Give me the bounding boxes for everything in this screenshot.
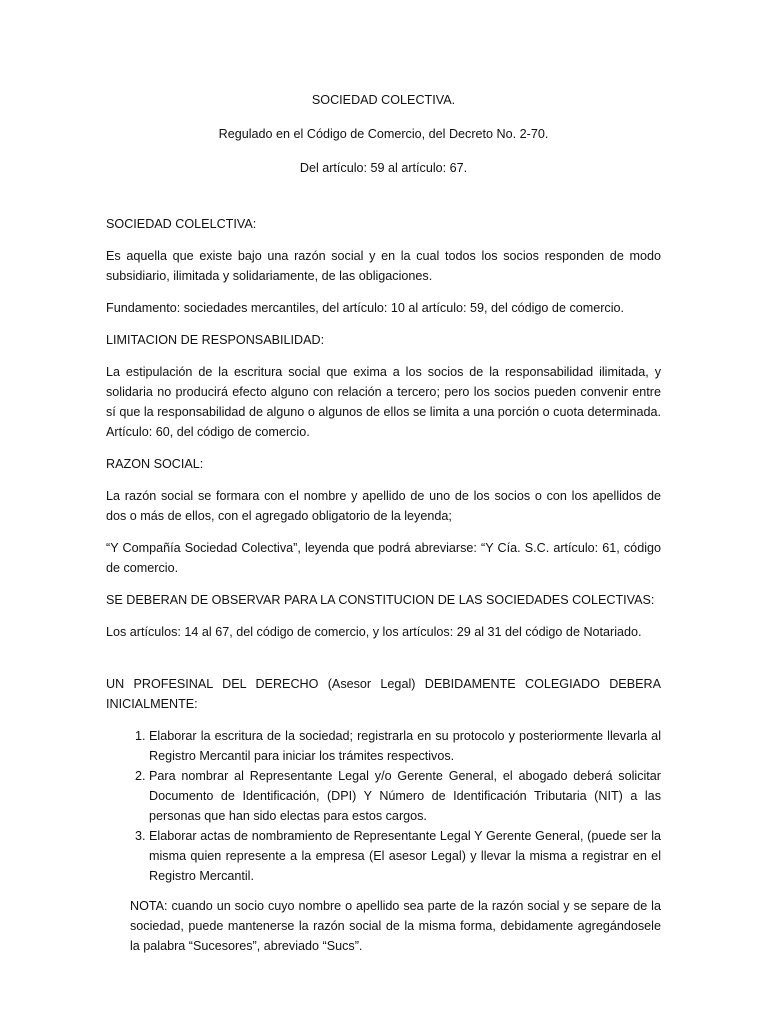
limitacion-paragraph: La estipulación de la escritura social que exima a los socios de la responsabilidad ilimitada, y solidaria no producirá efecto alguno con relación a tercero; pero los socios pueden convenir entre sí que la responsabilidad de alguno o algunos de ellos se limita a una porción o cuota determinada. Artículo: 60, del código de comercio. xyxy=(106,365,661,439)
profesional-heading: UN PROFESINAL DEL DERECHO (Asesor Legal) DEBIDAMENTE COLEGIADO DEBERA INICIALMENTE: xyxy=(106,677,661,711)
step-item: 2. Para nombrar al Representante Legal y/o Gerente General, el abogado deberá solicitar Documento de Identificación, (DPI) Y Número de Identificación Tributaria (NIT) a las personas que han sido electas para estos cargos. xyxy=(149,766,661,826)
razon-social-heading: RAZON SOCIAL: xyxy=(106,457,204,471)
definition-paragraph: Es aquella que existe bajo una razón social y en la cual todos los socios responden de modo subsidiario, ilimitada y solidariamente, de las obligaciones. xyxy=(106,249,661,283)
razon-social-paragraph: La razón social se formara con el nombre y apellido de uno de los socios o con los apellidos de dos o más de ellos, con el agregado obligatorio de la leyenda; xyxy=(106,489,661,523)
articles-range: Del artículo: 59 al artículo: 67. xyxy=(299,161,468,175)
leyenda-paragraph: “Y Compañía Sociedad Colectiva”, leyenda que podrá abreviarse: “Y Cía. S.C. artículo: 61, código de comercio. xyxy=(106,541,661,575)
document-title: SOCIEDAD COLECTIVA. xyxy=(311,93,456,107)
definition-heading: SOCIEDAD COLELCTIVA: xyxy=(106,217,257,231)
document-body xyxy=(106,90,661,956)
observar-heading: SE DEBERAN DE OBSERVAR PARA LA CONSTITUCION DE LAS SOCIEDADES COLECTIVAS: xyxy=(106,593,655,607)
steps-list xyxy=(106,726,661,886)
step-item: 3. Elaborar actas de nombramiento de Representante Legal Y Gerente General, (puede ser la misma quien represente a la empresa (El asesor Legal) y llevar la misma a registrar en el Registro Mercantil. xyxy=(149,826,661,886)
observar-paragraph: Los artículos: 14 al 67, del código de comercio, y los artículos: 29 al 31 del código de Notariado. xyxy=(106,625,642,639)
limitacion-heading: LIMITACION DE RESPONSABILIDAD: xyxy=(106,333,325,347)
document-subtitle: Regulado en el Código de Comercio, del Decreto No. 2-70. xyxy=(218,127,549,141)
step-item: 1. Elaborar la escritura de la sociedad; registrarla en su protocolo y posteriormente llevarla al Registro Mercantil para iniciar los trámites respectivos. xyxy=(149,726,661,766)
fundamento-paragraph: Fundamento: sociedades mercantiles, del artículo: 10 al artículo: 59, del código de comercio. xyxy=(106,301,625,315)
nota-paragraph: NOTA: cuando un socio cuyo nombre o apellido sea parte de la razón social y se separe de la sociedad, puede mantenerse la razón social de la misma forma, debidamente agregándosele la palabra “Sucesores”, abreviado “Sucs”. xyxy=(130,899,661,953)
